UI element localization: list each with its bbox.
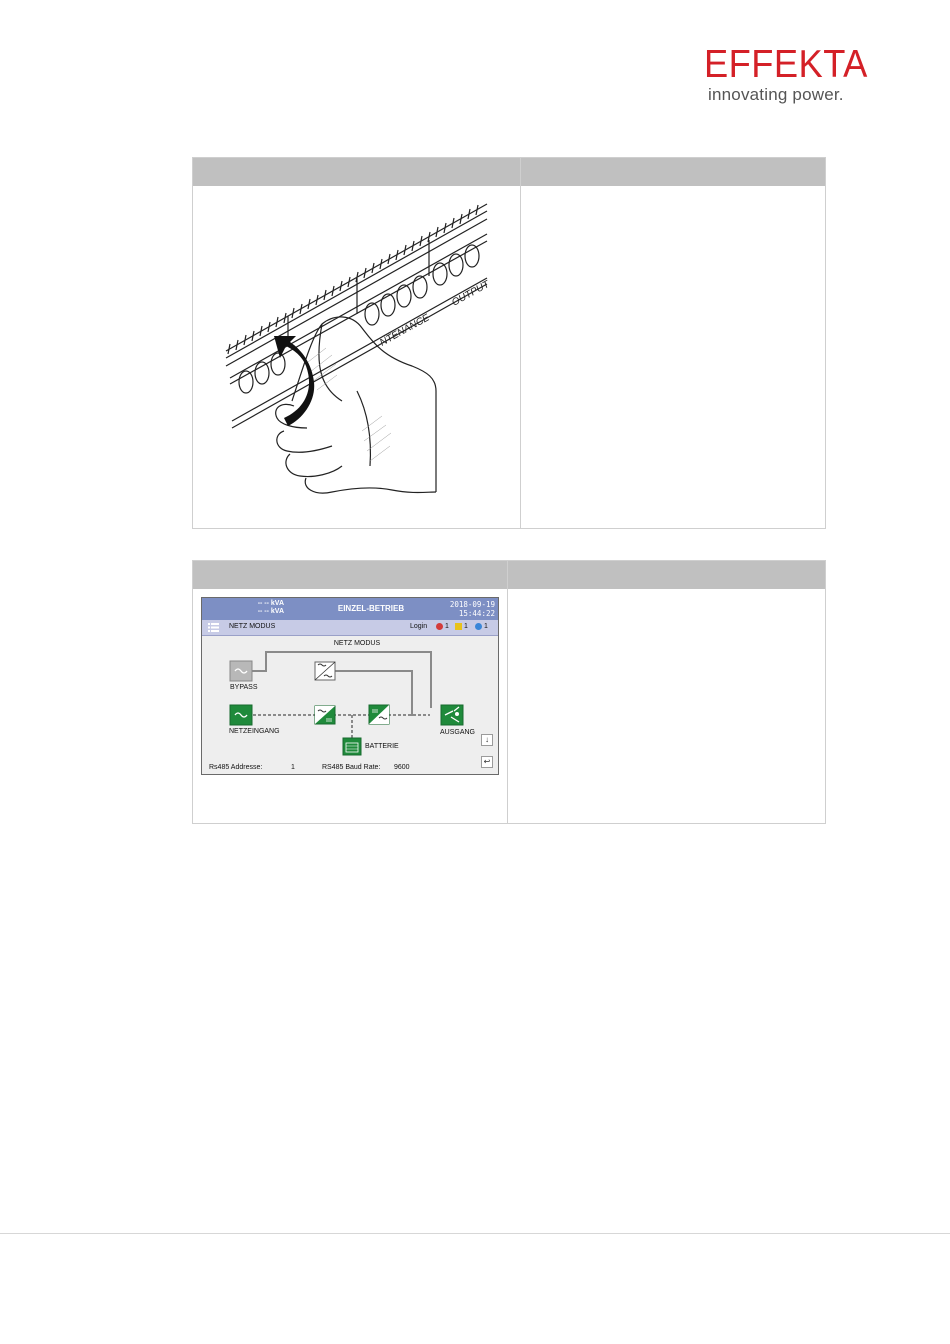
column-divider: [520, 158, 521, 528]
rectifier-module: [315, 706, 335, 724]
info-count: 1: [484, 623, 488, 630]
warning-count: 1: [464, 623, 468, 630]
logo-brand: EFFEKTA: [704, 43, 868, 86]
date: 2018-09-19: [449, 600, 495, 609]
rs485-address-label: Rs485 Addresse:: [209, 764, 263, 771]
mains-module: [230, 705, 252, 725]
fault-count: 1: [445, 623, 449, 630]
table-header: [193, 158, 825, 186]
diagram-title: NETZ MODUS: [333, 640, 381, 647]
bypass-label: BYPASS: [230, 684, 258, 691]
bypass-path-line: [251, 652, 431, 708]
column-divider: [507, 561, 508, 823]
bypass-module: [230, 661, 252, 681]
table-header: [193, 561, 825, 589]
output-label: AUSGANG: [440, 729, 476, 736]
ups-display-screenshot: [201, 597, 499, 775]
rs485-address-value: 1: [291, 764, 295, 771]
back-button[interactable]: ↩: [481, 756, 493, 768]
current-mode: NETZ MODUS: [229, 623, 276, 630]
battery-label: BATTERIE: [365, 743, 399, 750]
output-label: OUTPUT: [450, 279, 492, 309]
kva-line-1: -- -- kVA: [257, 600, 284, 607]
rs485-baud-label: RS485 Baud Rate:: [322, 764, 381, 771]
operation-mode-title: EINZEL-BETRIEB: [337, 604, 405, 613]
time: 15:44:22: [458, 609, 495, 618]
maintenance-label: NTENANCE: [378, 312, 432, 349]
rs485-baud-value: 9600: [394, 764, 410, 771]
login-button[interactable]: Login: [410, 623, 428, 630]
scroll-down-button[interactable]: ↓: [481, 734, 493, 746]
inverter-module: [369, 705, 389, 724]
breaker-illustration: [222, 196, 492, 496]
output-module: [441, 705, 463, 725]
battery-module: [343, 738, 361, 755]
kva-line-2: -- -- kVA: [257, 608, 284, 615]
static-switch-module: [315, 662, 335, 680]
company-logo: [704, 44, 884, 104]
logo-slogan: innovating power.: [708, 85, 844, 104]
footer-divider: [0, 1233, 950, 1234]
mains-input-label: NETZEINGANG: [229, 728, 280, 735]
